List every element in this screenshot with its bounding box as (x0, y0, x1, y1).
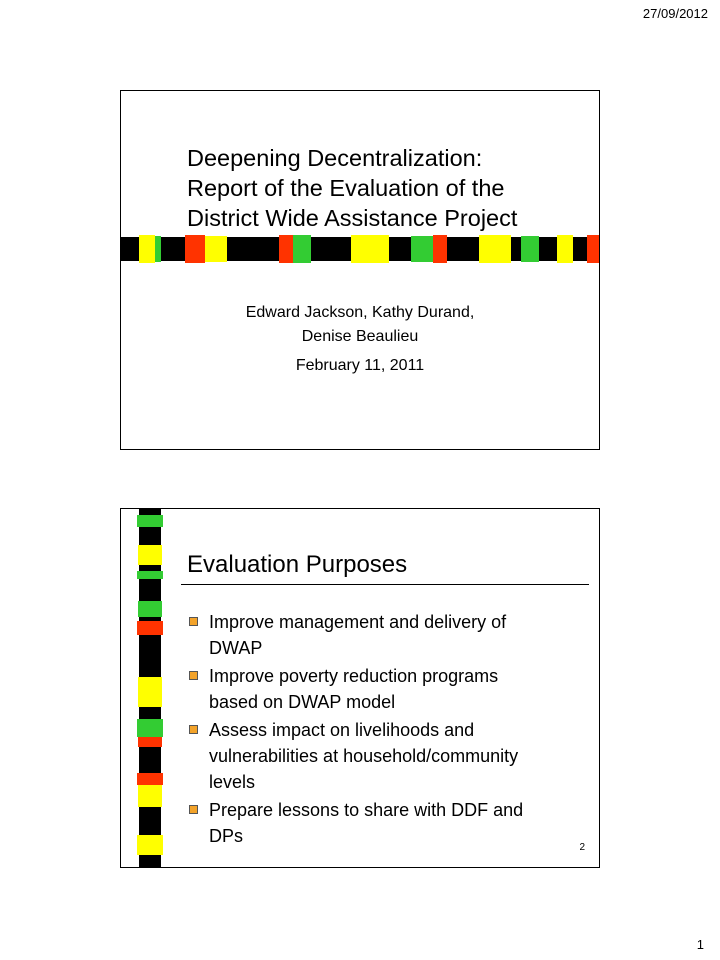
square-bullet-icon (189, 617, 198, 626)
slide-evaluation-purposes (120, 508, 600, 868)
presentation-date: February 11, 2011 (295, 357, 425, 374)
authors-line-1: Edward Jackson, Kathy Durand, (245, 304, 475, 321)
heading-rule (181, 584, 589, 585)
stripe-block (137, 835, 163, 855)
decorative-vertical-stripe (137, 509, 163, 867)
stripe-block (293, 235, 311, 263)
authors (121, 301, 599, 349)
bullet-list (187, 609, 587, 851)
bullet-item (187, 609, 587, 661)
authors-line-2: Denise Beaulieu (301, 328, 419, 345)
bullet-text: DWAP (209, 638, 263, 658)
slide-heading: Evaluation Purposes (187, 551, 408, 578)
stripe-block (138, 601, 162, 617)
square-bullet-icon (189, 725, 198, 734)
stripe-block (138, 737, 162, 747)
bullet-item (187, 717, 587, 795)
stripe-block (521, 236, 539, 262)
stripe-block (137, 773, 163, 785)
stripe-block (137, 719, 163, 737)
stripe-block (351, 235, 389, 263)
bullet-text: Improve management and delivery of (209, 612, 507, 632)
bullet-item (187, 663, 587, 715)
bullet-text: levels (209, 772, 256, 792)
slide-title (120, 90, 600, 450)
square-bullet-icon (189, 671, 198, 680)
stripe-block (411, 236, 433, 262)
title-line-2: Report of the Evaluation of the (187, 175, 505, 201)
square-bullet-icon (189, 805, 198, 814)
page-number: 1 (696, 937, 704, 952)
stripe-block (205, 236, 227, 262)
stripe-block (185, 235, 205, 263)
stripe-block (279, 235, 293, 263)
stripe-block (139, 235, 155, 263)
stripe-block (137, 621, 163, 635)
bullet-text: DPs (209, 826, 244, 846)
bullet-text: Assess impact on livelihoods and (209, 720, 475, 740)
bullet-text: Improve poverty reduction programs (209, 666, 499, 686)
decorative-color-stripe (121, 235, 599, 263)
bullet-text: vulnerabilities at household/community (209, 746, 519, 766)
bullet-text: based on DWAP model (209, 692, 396, 712)
stripe-block (138, 785, 162, 807)
presentation-title (187, 143, 592, 233)
stripe-block (587, 235, 599, 263)
page-date: 27/09/2012 (642, 6, 708, 21)
bullet-text: Prepare lessons to share with DDF and (209, 800, 524, 820)
slide-number: 2 (579, 842, 585, 853)
stripe-block (479, 235, 511, 263)
stripe-block (155, 236, 161, 262)
title-line-3: District Wide Assistance Project (187, 205, 518, 231)
stripe-block (433, 235, 447, 263)
stripe-block (138, 677, 162, 707)
stripe-block (137, 515, 163, 527)
stripe-block (137, 571, 163, 579)
stripe-block (557, 235, 573, 263)
stripe-block (138, 545, 162, 565)
bullet-item (187, 797, 587, 849)
title-line-1: Deepening Decentralization: (187, 145, 483, 171)
